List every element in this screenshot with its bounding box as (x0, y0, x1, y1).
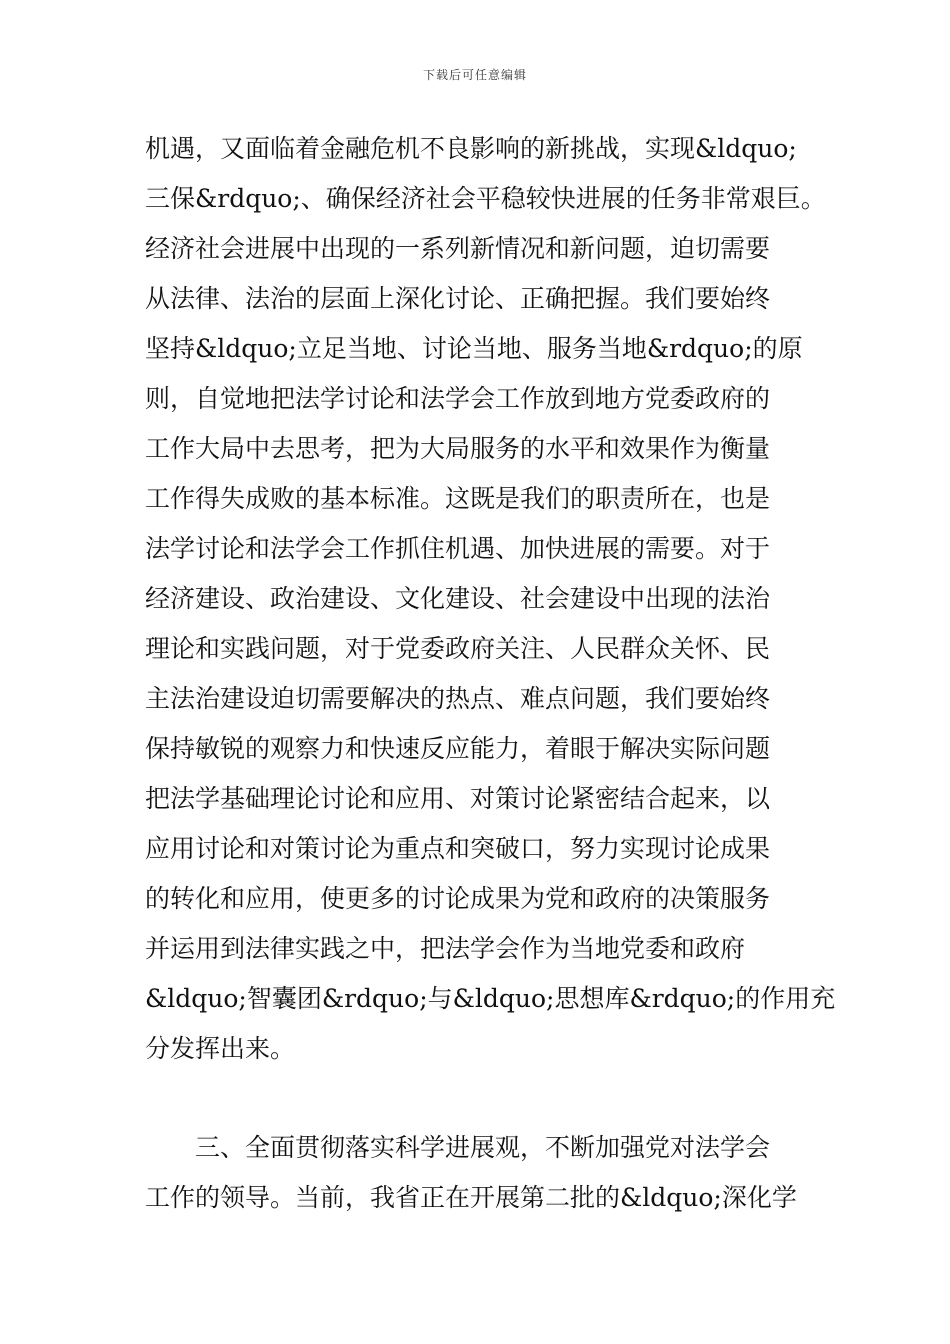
paragraph-2 (145, 1123, 835, 1223)
paragraph-line: 应用讨论和对策讨论为重点和突破口，努力实现讨论成果 (145, 834, 771, 863)
paragraph-line: 则，自觉地把法学讨论和法学会工作放到地方党委政府的 (145, 384, 771, 413)
paragraph-line: 工作得失成败的基本标准。这既是我们的职责所在，也是 (145, 484, 771, 513)
paragraph-line: 法学讨论和法学会工作抓住机遇、加快进展的需要。对于 (145, 534, 771, 563)
paragraph-line: 工作大局中去思考，把为大局服务的水平和效果作为衡量 (145, 434, 771, 463)
paragraph-line: 三保&rdquo;、确保经济社会平稳较快进展的任务非常艰巨。 (145, 184, 826, 213)
paragraph-line: 分发挥出来。 (145, 1034, 296, 1063)
paragraph-line: 保持敏锐的观察力和快速反应能力，着眼于解决实际问题 (145, 734, 771, 763)
paragraph-line: 主法治建设迫切需要解决的热点、难点问题，我们要始终 (145, 684, 771, 713)
paragraph-line: &ldquo;智囊团&rdquo;与&ldquo;思想库&rdquo;的作用充 (145, 984, 836, 1013)
page-header: 下载后可任意编辑 (422, 68, 527, 82)
paragraph-line: 工作的领导。当前，我省正在开展第二批的&ldquo;深化学 (145, 1183, 797, 1212)
paragraph-line: 经济社会进展中出现的一系列新情况和新问题，迫切需要 (145, 234, 771, 263)
paragraph-line: 把法学基础理论讨论和应用、对策讨论紧密结合起来，以 (145, 784, 771, 813)
paragraph-line: 经济建设、政治建设、文化建设、社会建设中出现的法治 (145, 584, 771, 613)
paragraph-line: 坚持&ldquo;立足当地、讨论当地、服务当地&rdquo;的原 (145, 334, 803, 363)
paragraph-line: 理论和实践问题，对于党委政府关注、人民群众关怀、民 (145, 634, 771, 663)
paragraph-line: 并运用到法律实践之中，把法学会作为当地党委和政府 (145, 934, 746, 963)
paragraph-line: 从法律、法治的层面上深化讨论、正确把握。我们要始终 (145, 284, 771, 313)
paragraph-1 (145, 124, 835, 1074)
paragraph-line: 的转化和应用，使更多的讨论成果为党和政府的决策服务 (145, 884, 771, 913)
paragraph-line: 机遇，又面临着金融危机不良影响的新挑战，实现&ldquo; (145, 134, 797, 163)
paragraph-line: 三、全面贯彻落实科学进展观，不断加强党对法学会 (195, 1133, 771, 1162)
